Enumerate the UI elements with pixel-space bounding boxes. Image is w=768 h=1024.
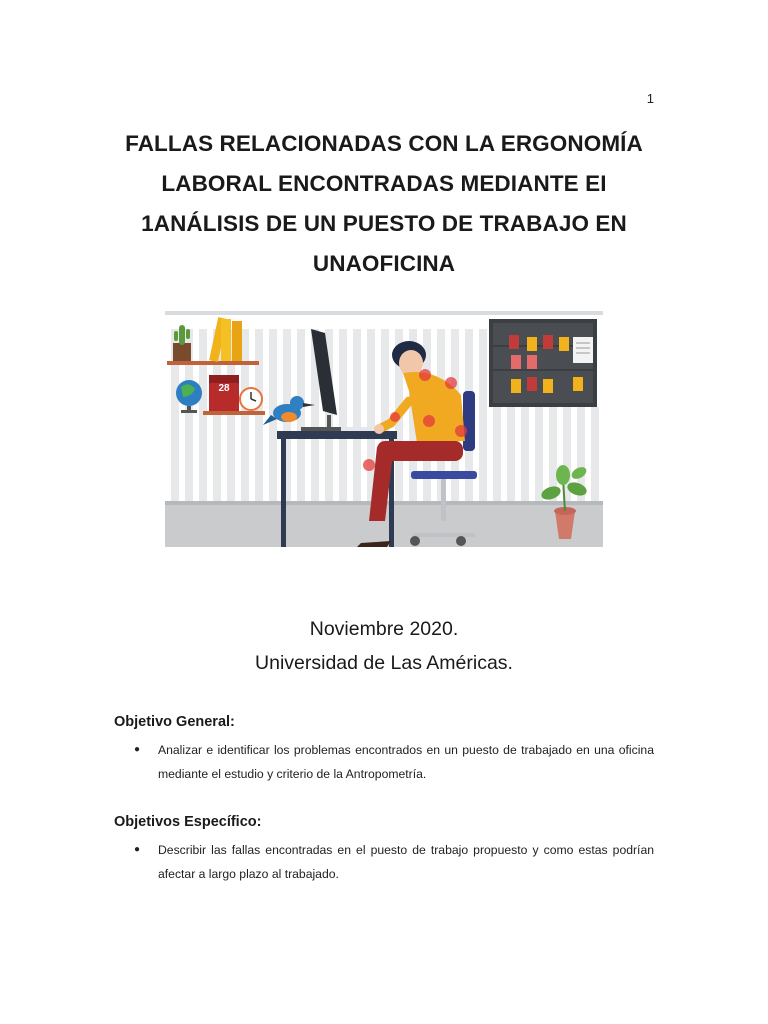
university-name: Universidad de Las Américas. <box>255 652 513 674</box>
general-objective-text: Analizar e identificar los problemas encontrados en un puesto de trabajado en una oficina mediante el estudio y criterio de la Antropometría. <box>158 743 654 781</box>
bulletin-board <box>489 319 597 407</box>
specific-objective-text: Describir las fallas encontradas en el puesto de trabajo propuesto y como estas podrían afectar a largo plazo al trabajado. <box>158 843 654 881</box>
bullet-icon: ● <box>134 744 141 755</box>
general-objective-heading: Objetivo General: <box>114 714 235 730</box>
title-line: 1ANÁLISIS DE UN PUESTO DE TRABAJO EN <box>141 211 627 236</box>
title-line: FALLAS RELACIONADAS CON LA ERGONOMÍA <box>125 131 643 156</box>
page-number: 1 <box>646 91 654 106</box>
ceiling-line <box>165 311 603 315</box>
title-line: UNAOFICINA <box>312 251 456 276</box>
specific-objective-item <box>134 838 654 886</box>
document-title <box>90 124 678 284</box>
title-line: LABORAL ENCONTRADAS MEDIANTE EI <box>161 171 607 196</box>
report-date: Noviembre 2020. <box>309 618 459 640</box>
clock-icon <box>240 388 262 410</box>
calendar-day: 28 <box>218 383 230 394</box>
specific-objectives-heading: Objetivos Específico: <box>114 814 262 830</box>
upper-shelf <box>167 361 259 365</box>
office-ergonomics-illustration <box>165 311 603 547</box>
general-objective-item <box>134 738 654 786</box>
bullet-icon: ● <box>134 844 141 855</box>
lower-shelf <box>203 411 265 415</box>
